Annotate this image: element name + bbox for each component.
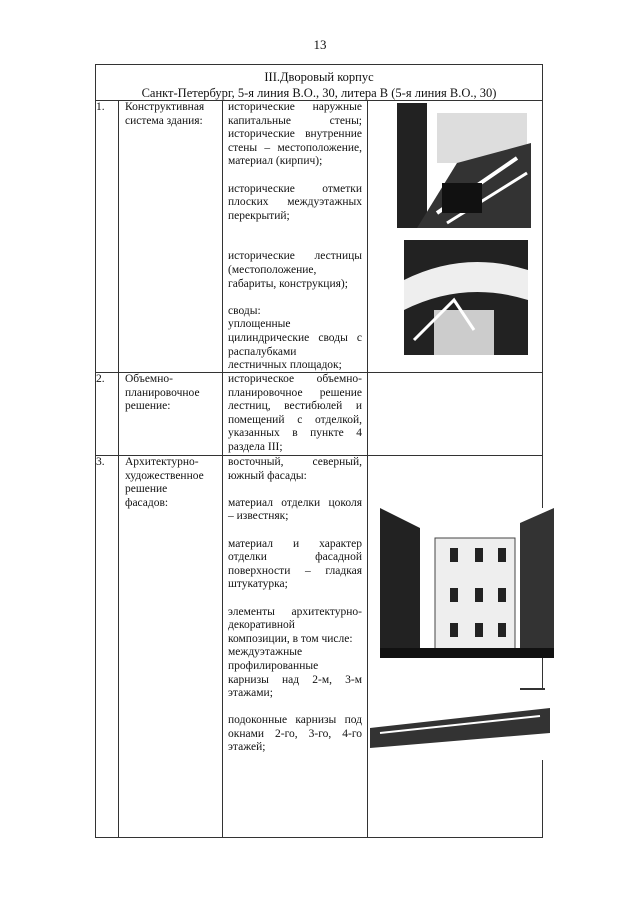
row-description: исторические наружные капитальные стены; исторические внутренние стены – местоположение, материал (кирпич); исторические отметки плоских междуэтажных перекрытий; исторические лестницы (местоположение, габариты, конструкция); своды: уплощенные цилиндрические своды с распалубками лестничных площадок; <box>228 101 362 372</box>
row-number: 1. <box>96 101 105 113</box>
row-number: 2. <box>96 373 105 385</box>
address: Санкт-Петербург, 5-я линия В.О., 30, литера В (5-я линия В.О., 30) <box>141 86 497 100</box>
section-title: III.Дворовый корпус <box>264 70 374 84</box>
table-border <box>95 837 543 838</box>
table-border <box>118 100 119 837</box>
staircase-photo <box>397 103 531 228</box>
page-number: 13 <box>313 37 327 52</box>
row-description: восточный, северный, южный фасады: материал отделки цоколя – известняк; материал и характер отделки фасадной поверхности – гладкая штукатурка; элементы архитектурно- декоративной композиции, в том числе: междуэтажные профилированные карнизы над 2-м, 3-м этажами; подоконные карнизы под окнами 2-го, 3-го, 4-го этажей; <box>228 456 362 754</box>
cornice-photo <box>370 688 550 760</box>
row-number: 3. <box>96 456 105 468</box>
table-border <box>367 100 368 837</box>
row-name: Конструктивная система здания: <box>125 101 205 127</box>
row-name: Архитектурно- художественное решение фасадов: <box>125 456 204 509</box>
table-border <box>95 64 543 65</box>
vault-photo <box>404 240 528 355</box>
row-description: историческое объемно- планировочное решение лестниц, вестибюлей и помещений с отделкой, указанных в пункте 4 раздела III; <box>228 373 362 453</box>
table-border <box>95 64 96 838</box>
courtyard-facade-photo <box>380 508 554 658</box>
table-border <box>222 100 223 837</box>
row-name: Объемно- планировочное решение: <box>125 373 200 413</box>
